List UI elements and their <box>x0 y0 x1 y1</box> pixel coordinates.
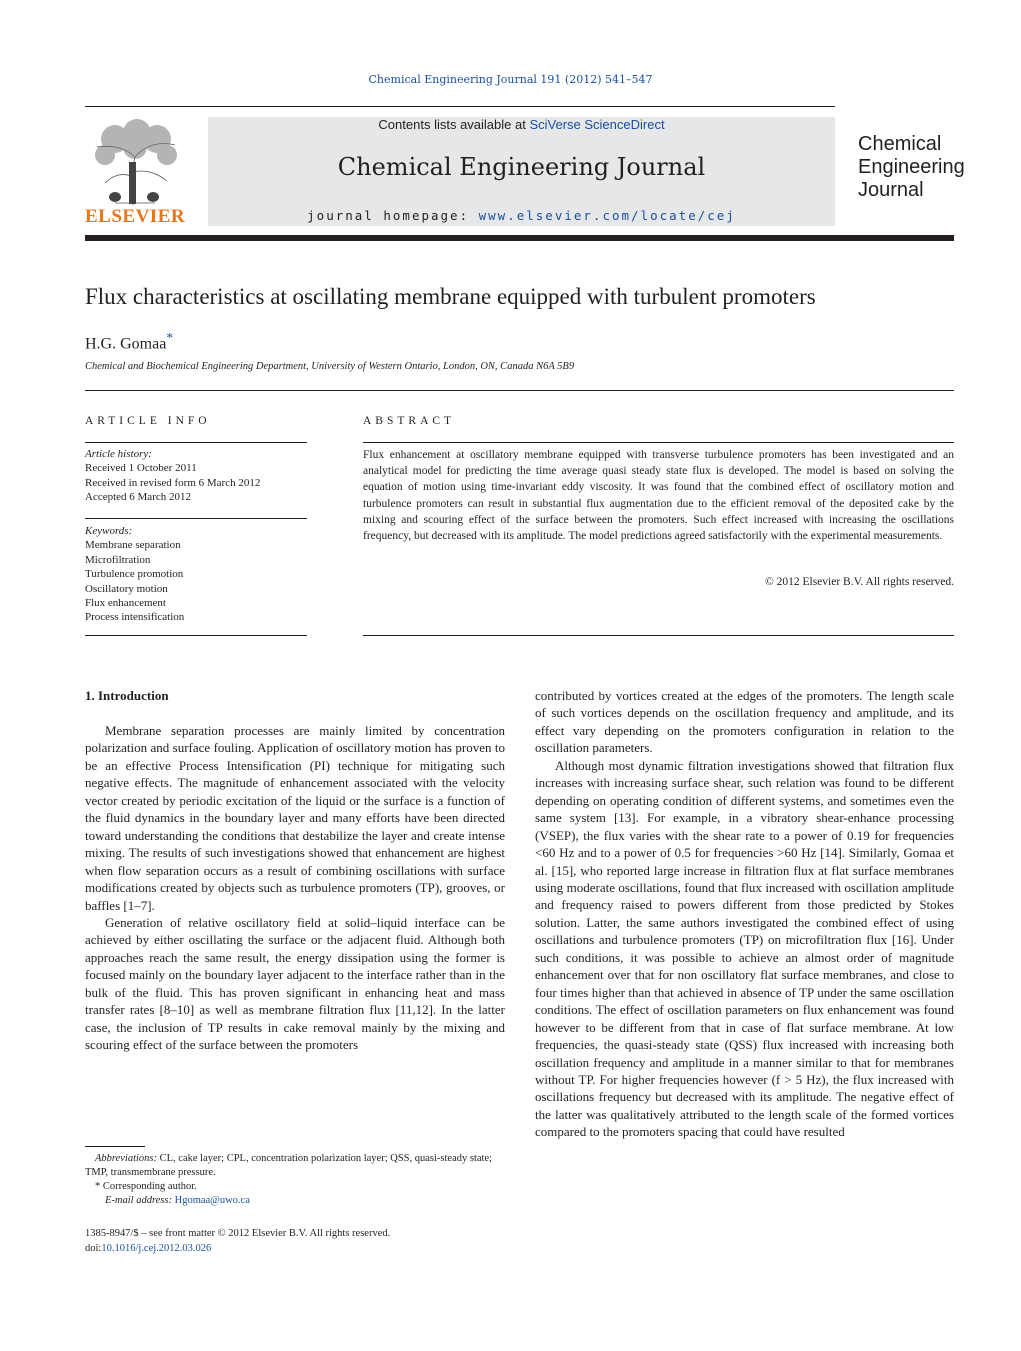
author-name: H.G. Gomaa <box>85 335 167 353</box>
abstract-rule <box>363 442 954 443</box>
keyword: Microfiltration <box>85 553 151 566</box>
footnote-rule <box>85 1146 145 1147</box>
journal-side-logo <box>858 133 965 202</box>
abstract-copyright: © 2012 Elsevier B.V. All rights reserved. <box>765 576 954 588</box>
info-end-rule <box>85 635 307 636</box>
section-heading: 1. Introduction <box>85 688 169 703</box>
front-matter <box>85 1226 390 1256</box>
abbreviations-text: CL, cake layer; CPL, concentration polarization layer; QSS, quasi-steady state; TMP, transmembrane pressure. <box>85 1153 493 1178</box>
right-column <box>535 687 954 1141</box>
body-paragraph: contributed by vortices created at the edges of the promoters. The length scale of such vortices depends on the oscillation frequency and amplitude, and its effect vary depending on the promoters configuration in relation to the oscillation parameters. <box>535 688 954 756</box>
abstract-heading: ABSTRACT <box>363 415 456 427</box>
journal-reference[interactable]: Chemical Engineering Journal 191 (2012) 541–547 <box>368 73 653 86</box>
homepage-line <box>208 208 835 223</box>
homepage-link[interactable]: www.elsevier.com/locate/cej <box>478 208 736 223</box>
corresponding-mark[interactable]: * <box>166 330 173 345</box>
abstract-end-rule <box>363 635 954 636</box>
body-paragraph: Membrane separation processes are mainly limited by concentration polarization and surface fouling. Application of oscillatory motion has proven to be an effective Process Intensification (PI) technique for mitigating such negative effects. The magnitude of enhancement associated with the velocity vector created by periodic excitation of the liquid or the surface is a function of the fluid dynamics in the boundary layer and many efforts have been directed toward understanding the conditions that destabilize the layer and create intense mixing. The results of such investigations showed that enhancement are highest when flow separation occurs as a result of combining oscillations with surface modifications created by objects such as turbulence promoters (TP), grooves, or baffles [1–7]. <box>85 723 505 913</box>
info-rule <box>85 442 307 443</box>
doi-prefix: doi: <box>85 1243 102 1254</box>
header-rule <box>85 106 835 107</box>
body-paragraph: Although most dynamic filtration investigations showed that filtration flux increases with increasing surface shear, such relation was found to be different depending on operating condition of different systems, and sometimes even the same system [13]. For example, in a vibratory shear-enhance processing (VSEP), the flux varies with the shear rate to a power of 0.19 for frequencies <60 Hz and to a power of 0.5 for frequencies >60 Hz [14]. Similarly, Gomaa et al. [15], who reported large increase in filtration flux at flat surface membranes using moderate oscillations, found that flux increased with oscillation amplitude and frequency raised to powers different from those predicted by Stokes solution. Latter, the same authors investigated the combined effect of using oscillations and turbulence promoters (TP) on microfiltration flux [16]. Under such conditions, it was possible to achieve an almost order of magnitude enhancement over that for non oscillatory flat surface membranes, and close to four times higher than that achieved in absence of TP under the same oscillation conditions. The effect of oscillation parameters on flux enhancement was found however to be different from that in case of flat surface membrane. At low frequencies, the quasi-steady state (QSS) flux increased with increasing both oscillation frequency and amplitude in a manner similar to that for membranes without TP. For higher frequencies however (f > 5 Hz), the flux increased with oscillations frequency but decreased with its amplitude. The negative effect of the latter was qualitatively attributed to the length scale of the formed vortices compared to the promoters spacing that could have resulted <box>535 757 954 1140</box>
keywords-rule <box>85 518 307 519</box>
tree-icon <box>85 117 185 207</box>
body-paragraph: Generation of relative oscillatory field at solid–liquid interface can be achieved by either oscillating the surface or the adjacent fluid. Although both approaches reach the same result, the energy dissipation using the former is focused mainly on the boundary layer adjacent to the interface rather than in the bulk of the fluid. This has proven significant in enhancing heat and mass transfer rates [8–10] as well as membrane filtration flux [11,12]. In the latter case, the inclusion of TP results in cake removal mainly by the mixing and scouring effect of the surface between the promoters <box>85 914 505 1053</box>
issn-line: 1385-8947/$ – see front matter © 2012 Elsevier B.V. All rights reserved. <box>85 1228 391 1239</box>
side-logo-line: Journal <box>858 179 924 201</box>
abstract-text: Flux enhancement at oscillatory membrane equipped with transverse turbulence promoters has been investigated and an analytical model for predicting the time average quasi steady state flux is developed. The model is based on solving the equation of motion using time-invariant eddy viscosity. It was found that the combined effect of oscillatory motion and turbulence promoters can result in substantial flux augmentation due to the efficient removal of the deposited cake by the mixing and scouring effect of the surface between the promoters. Such effect increased with increasing the oscillations frequency, but decreased with its amplitude. The model predictions agreed satisfactorily with the experimental measurements. <box>363 449 954 543</box>
side-logo-line: Chemical <box>858 133 942 155</box>
history-item: Received in revised form 6 March 2012 <box>85 476 261 489</box>
keyword: Process intensification <box>85 611 185 624</box>
email-label: E-mail address: <box>105 1195 172 1206</box>
doi-link[interactable]: 10.1016/j.cej.2012.03.026 <box>101 1243 212 1254</box>
journal-title: Chemical Engineering Journal <box>337 153 706 181</box>
header-bar <box>85 235 954 241</box>
journal-masthead <box>208 117 835 226</box>
abbreviations-label: Abbreviations: <box>95 1153 158 1164</box>
keyword: Membrane separation <box>85 539 181 552</box>
corresponding-note: * Corresponding author. <box>95 1181 197 1192</box>
email-link[interactable]: Hgomaa@uwo.ca <box>174 1195 250 1206</box>
keyword: Oscillatory motion <box>85 582 168 595</box>
side-logo-line: Engineering <box>858 156 965 178</box>
history-item: Accepted 6 March 2012 <box>85 491 191 504</box>
history-label: Article history: <box>85 448 152 460</box>
keywords <box>85 524 184 625</box>
homepage-prefix: journal homepage: <box>307 208 479 223</box>
contents-line <box>208 117 835 132</box>
elsevier-tree-logo <box>85 117 185 207</box>
publisher-logo-text: ELSEVIER <box>85 206 186 227</box>
author-line <box>85 330 173 353</box>
doi-line <box>85 1241 390 1256</box>
keyword: Flux enhancement <box>85 597 166 610</box>
affiliation: Chemical and Biochemical Engineering Department, University of Western Ontario, London, ON, Canada N6A 5B9 <box>85 361 575 372</box>
footnotes <box>85 1152 505 1208</box>
keywords-label: Keywords: <box>85 525 133 537</box>
contents-prefix: Contents lists available at <box>378 117 530 132</box>
keyword: Turbulence promotion <box>85 568 184 581</box>
history-item: Received 1 October 2011 <box>85 462 197 475</box>
article-history <box>85 447 260 505</box>
article-title: Flux characteristics at oscillating membrane equipped with turbulent promoters <box>85 284 816 309</box>
title-rule <box>85 390 954 391</box>
article-info-heading: ARTICLE INFO <box>85 415 211 427</box>
sciencedirect-link[interactable]: SciVerse ScienceDirect <box>529 117 665 132</box>
abbreviations-note <box>85 1152 505 1180</box>
left-column <box>85 722 505 1054</box>
email-note <box>85 1194 505 1208</box>
